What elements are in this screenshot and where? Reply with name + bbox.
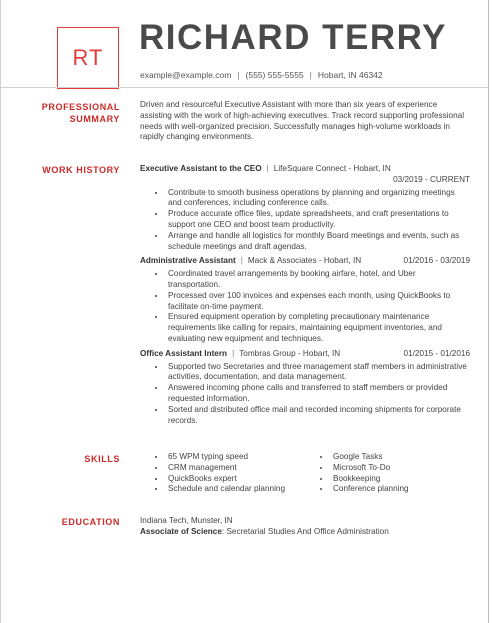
bullet-item: • Answered incoming phone calls and transferred to staff members or provided requested information.: [166, 383, 470, 405]
section-title-line: SUMMARY: [69, 114, 120, 124]
education-degree: Associate of Science: [140, 526, 222, 536]
skills-list: [140, 452, 470, 495]
education-block: [140, 516, 470, 538]
job-title: Administrative Assistant: [140, 256, 236, 266]
job-title: Office Assistant Intern: [140, 348, 228, 358]
monogram-text: RT: [72, 45, 104, 70]
bullet-item: • Produce accurate office files, update spreadsheets, and craft presentations to support one CEO and boost team productivity.: [166, 209, 470, 231]
phone: (555) 555-5555: [245, 70, 304, 80]
skill-item: • Conference planning: [331, 484, 470, 495]
summary-text: Driven and resourceful Executive Assistant with more than six years of experience assisting with the work of high-achieving executives. Track record supporting professional needs with well-organized precision. Successfully manages high-volume workloads in rapidly changing environments.: [140, 100, 465, 142]
header-divider: [0, 87, 488, 88]
separator: |: [237, 70, 240, 80]
skill-item: • Microsoft To-Do: [331, 463, 470, 474]
bullet-item: • Processed over 100 invoices and expenses each month, using QuickBooks to facilitate on-time payment.: [166, 291, 470, 313]
skills-column-left: [140, 452, 305, 495]
location: Hobart, IN 46342: [317, 70, 383, 80]
skill-item: • 65 WPM typing speed: [166, 452, 305, 463]
job-bullets: [140, 362, 470, 427]
work-history: [140, 164, 470, 426]
job-entry: [140, 349, 470, 427]
job-dates: 01/2015 - 01/2016: [403, 348, 470, 358]
job-bullets: [140, 188, 470, 253]
skill-item: • Bookkeeping: [331, 474, 470, 485]
bullet-item: • Ensured equipment operation by completing precautionary maintenance requirements like calling for repairs, maintaining equipment inventories, and evaluating new equipment and techniques.: [166, 312, 470, 344]
job-company: Mack & Associates - Hobart, IN: [247, 256, 362, 266]
job-title: Executive Assistant to the CEO: [140, 164, 262, 173]
page-left-border: [0, 0, 1, 623]
education-school: Indiana Tech, Munster, IN: [140, 516, 233, 525]
email: example@example.com: [140, 70, 232, 80]
education-field: : Secretarial Studies And Office Administration: [221, 526, 389, 536]
skill-item: • Schedule and calendar planning: [166, 484, 305, 495]
candidate-name: RICHARD TERRY: [139, 18, 447, 57]
bullet-item: • Supported two Secretaries and three management staff members in administrative activities, documentation, and data management.: [166, 362, 470, 384]
skill-item: • QuickBooks expert: [166, 474, 305, 485]
job-company: Tombras Group - Hobart, IN: [239, 348, 341, 358]
section-title-summary: [42, 101, 120, 125]
job-dates: 03/2019 - CURRENT: [393, 174, 470, 184]
job-company: LifeSquare Connect - Hobart, IN: [273, 164, 391, 173]
skill-item: • Google Tasks: [331, 452, 470, 463]
job-entry: [140, 256, 470, 344]
skills-column-right: [305, 452, 470, 495]
separator: |: [309, 70, 312, 80]
section-title-work: WORK HISTORY: [42, 165, 120, 175]
monogram-box: [57, 27, 119, 89]
bullet-item: • Arrange and handle all logistics for monthly Board meetings and events, such as schedule meetings and draft agendas.: [166, 231, 470, 253]
education-degree-line: [140, 527, 470, 538]
bullet-item: • Sorted and distributed office mail and recorded incoming shipments for corporate records.: [166, 405, 470, 427]
skill-item: • CRM management: [166, 463, 305, 474]
job-header: Office Assistant Intern | Tombras Group - Hobart, IN 01/2015 - 01/2016: [140, 348, 470, 358]
page-right-border: [488, 0, 489, 623]
job-header: Administrative Assistant | Mack & Associates - Hobart, IN 01/2016 - 03/2019: [140, 256, 470, 266]
contact-line: [140, 70, 383, 80]
job-dates: 01/2016 - 03/2019: [403, 256, 470, 266]
job-bullets: [140, 269, 470, 345]
section-title-education: EDUCATION: [61, 517, 120, 527]
job-entry: [140, 164, 470, 252]
job-header: Executive Assistant to the CEO | LifeSquare Connect - Hobart, IN: [140, 164, 391, 173]
section-title-skills: SKILLS: [84, 454, 120, 464]
section-title-line: PROFESSIONAL: [41, 102, 120, 112]
bullet-item: • Coordinated travel arrangements by booking airfare, hotel, and Uber transportation.: [166, 269, 470, 291]
bullet-item: • Contribute to smooth business operations by planning and organizing meetings and conferences, including conference calls.: [166, 188, 470, 210]
